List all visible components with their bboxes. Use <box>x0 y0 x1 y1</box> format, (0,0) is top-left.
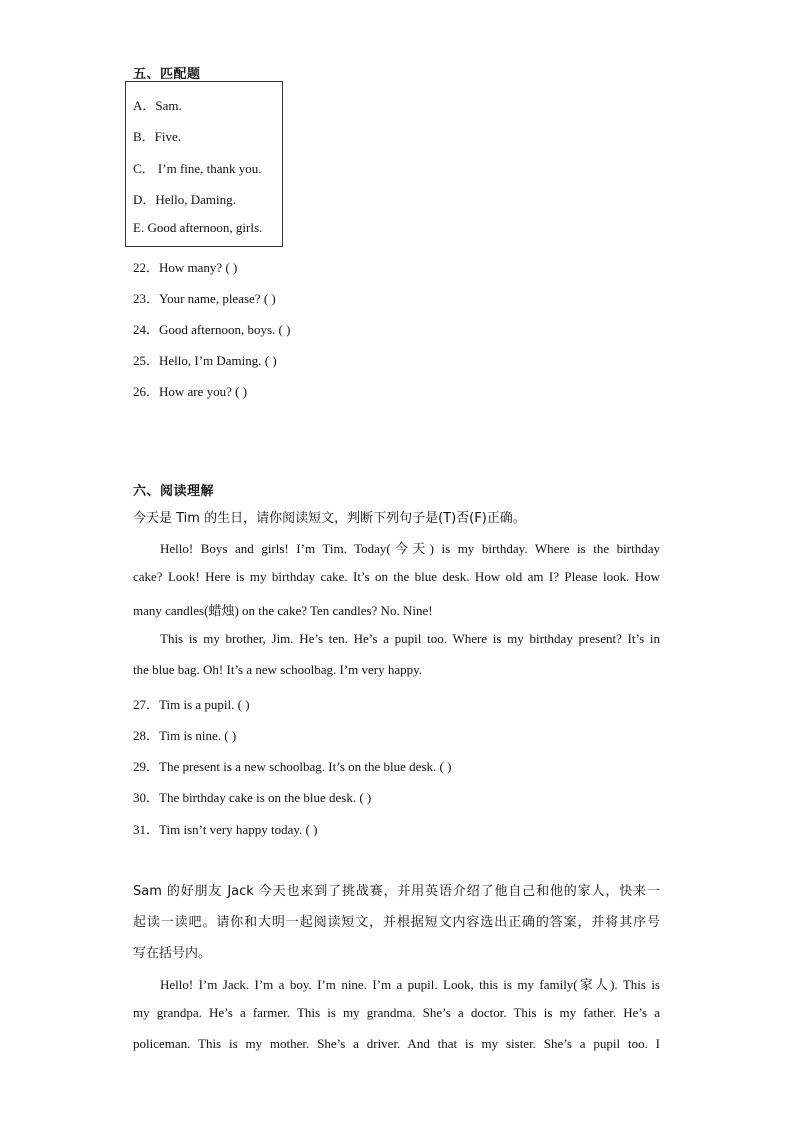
passage-2-line-3: policeman. This is my mother. She’s a driver. And that is my sister. She’s a pupil too. I <box>133 1036 660 1051</box>
passage-1-line-2: cake? Look! Here is my birthday cake. It’s on the blue desk. How old am I? Please look. How <box>133 569 660 584</box>
passage-1-line-5: the blue bag. Oh! It’s a new schoolbag. I’m very happy. <box>133 662 423 677</box>
passage-1-line-3: many candles(蜡烛) on the cake? Ten candles? No. Nine! <box>133 603 433 618</box>
reading-2-instruction-line-1: Sam 的好朋友 Jack 今天也来到了挑战赛，并用英语介绍了他自己和他的家人，快来一 <box>133 884 660 899</box>
question-28: 28．Tim is nine. ( ) <box>133 728 237 743</box>
question-31: 31．Tim isn’t very happy today. ( ) <box>133 822 318 837</box>
question-30: 30．The birthday cake is on the blue desk. ( ) <box>133 790 372 805</box>
question-29: 29．The present is a new schoolbag. It’s on the blue desk. ( ) <box>133 759 452 774</box>
passage-1-line-1: Hello! Boys and girls! I’m Tim. Today(今天) is my birthday. Where is the birthday <box>160 541 660 556</box>
question-24: 24．Good afternoon, boys. ( ) <box>133 322 291 337</box>
passage-2-line-1: Hello! I’m Jack. I’m a boy. I’m nine. I’m a pupil. Look, this is my family(家人). This is <box>160 977 660 992</box>
question-22: 22．How many? ( ) <box>133 260 238 275</box>
section-5-title: 五、匹配题 <box>133 67 201 82</box>
question-26: 26．How are you? ( ) <box>133 384 248 399</box>
option-c: C． I’m fine, thank you. <box>133 161 262 176</box>
question-23: 23．Your name, please? ( ) <box>133 291 276 306</box>
option-a: A．Sam. <box>133 98 182 113</box>
reading-2-instruction-line-3: 写在括号内。 <box>133 946 212 961</box>
question-27: 27．Tim is a pupil. ( ) <box>133 697 250 712</box>
option-e: E. Good afternoon, girls. <box>133 220 263 235</box>
reading-1-instruction: 今天是 Tim 的生日，请你阅读短文，判断下列句子是(T)否(F)正确。 <box>133 511 526 526</box>
section-6-title: 六、阅读理解 <box>133 484 215 499</box>
matching-options-box <box>125 81 283 247</box>
passage-1-line-4: This is my brother, Jim. He’s ten. He’s a pupil too. Where is my birthday present? It’s in <box>160 631 660 646</box>
reading-2-instruction-line-2: 起读一读吧。请你和大明一起阅读短文，并根据短文内容选出正确的答案，并将其序号 <box>133 915 660 930</box>
option-d: D．Hello, Daming. <box>133 192 236 207</box>
question-25: 25．Hello, I’m Daming. ( ) <box>133 353 277 368</box>
passage-2-line-2: my grandpa. He’s a farmer. This is my grandma. She’s a doctor. This is my father. He’s a <box>133 1005 660 1020</box>
option-b: B．Five. <box>133 129 182 144</box>
